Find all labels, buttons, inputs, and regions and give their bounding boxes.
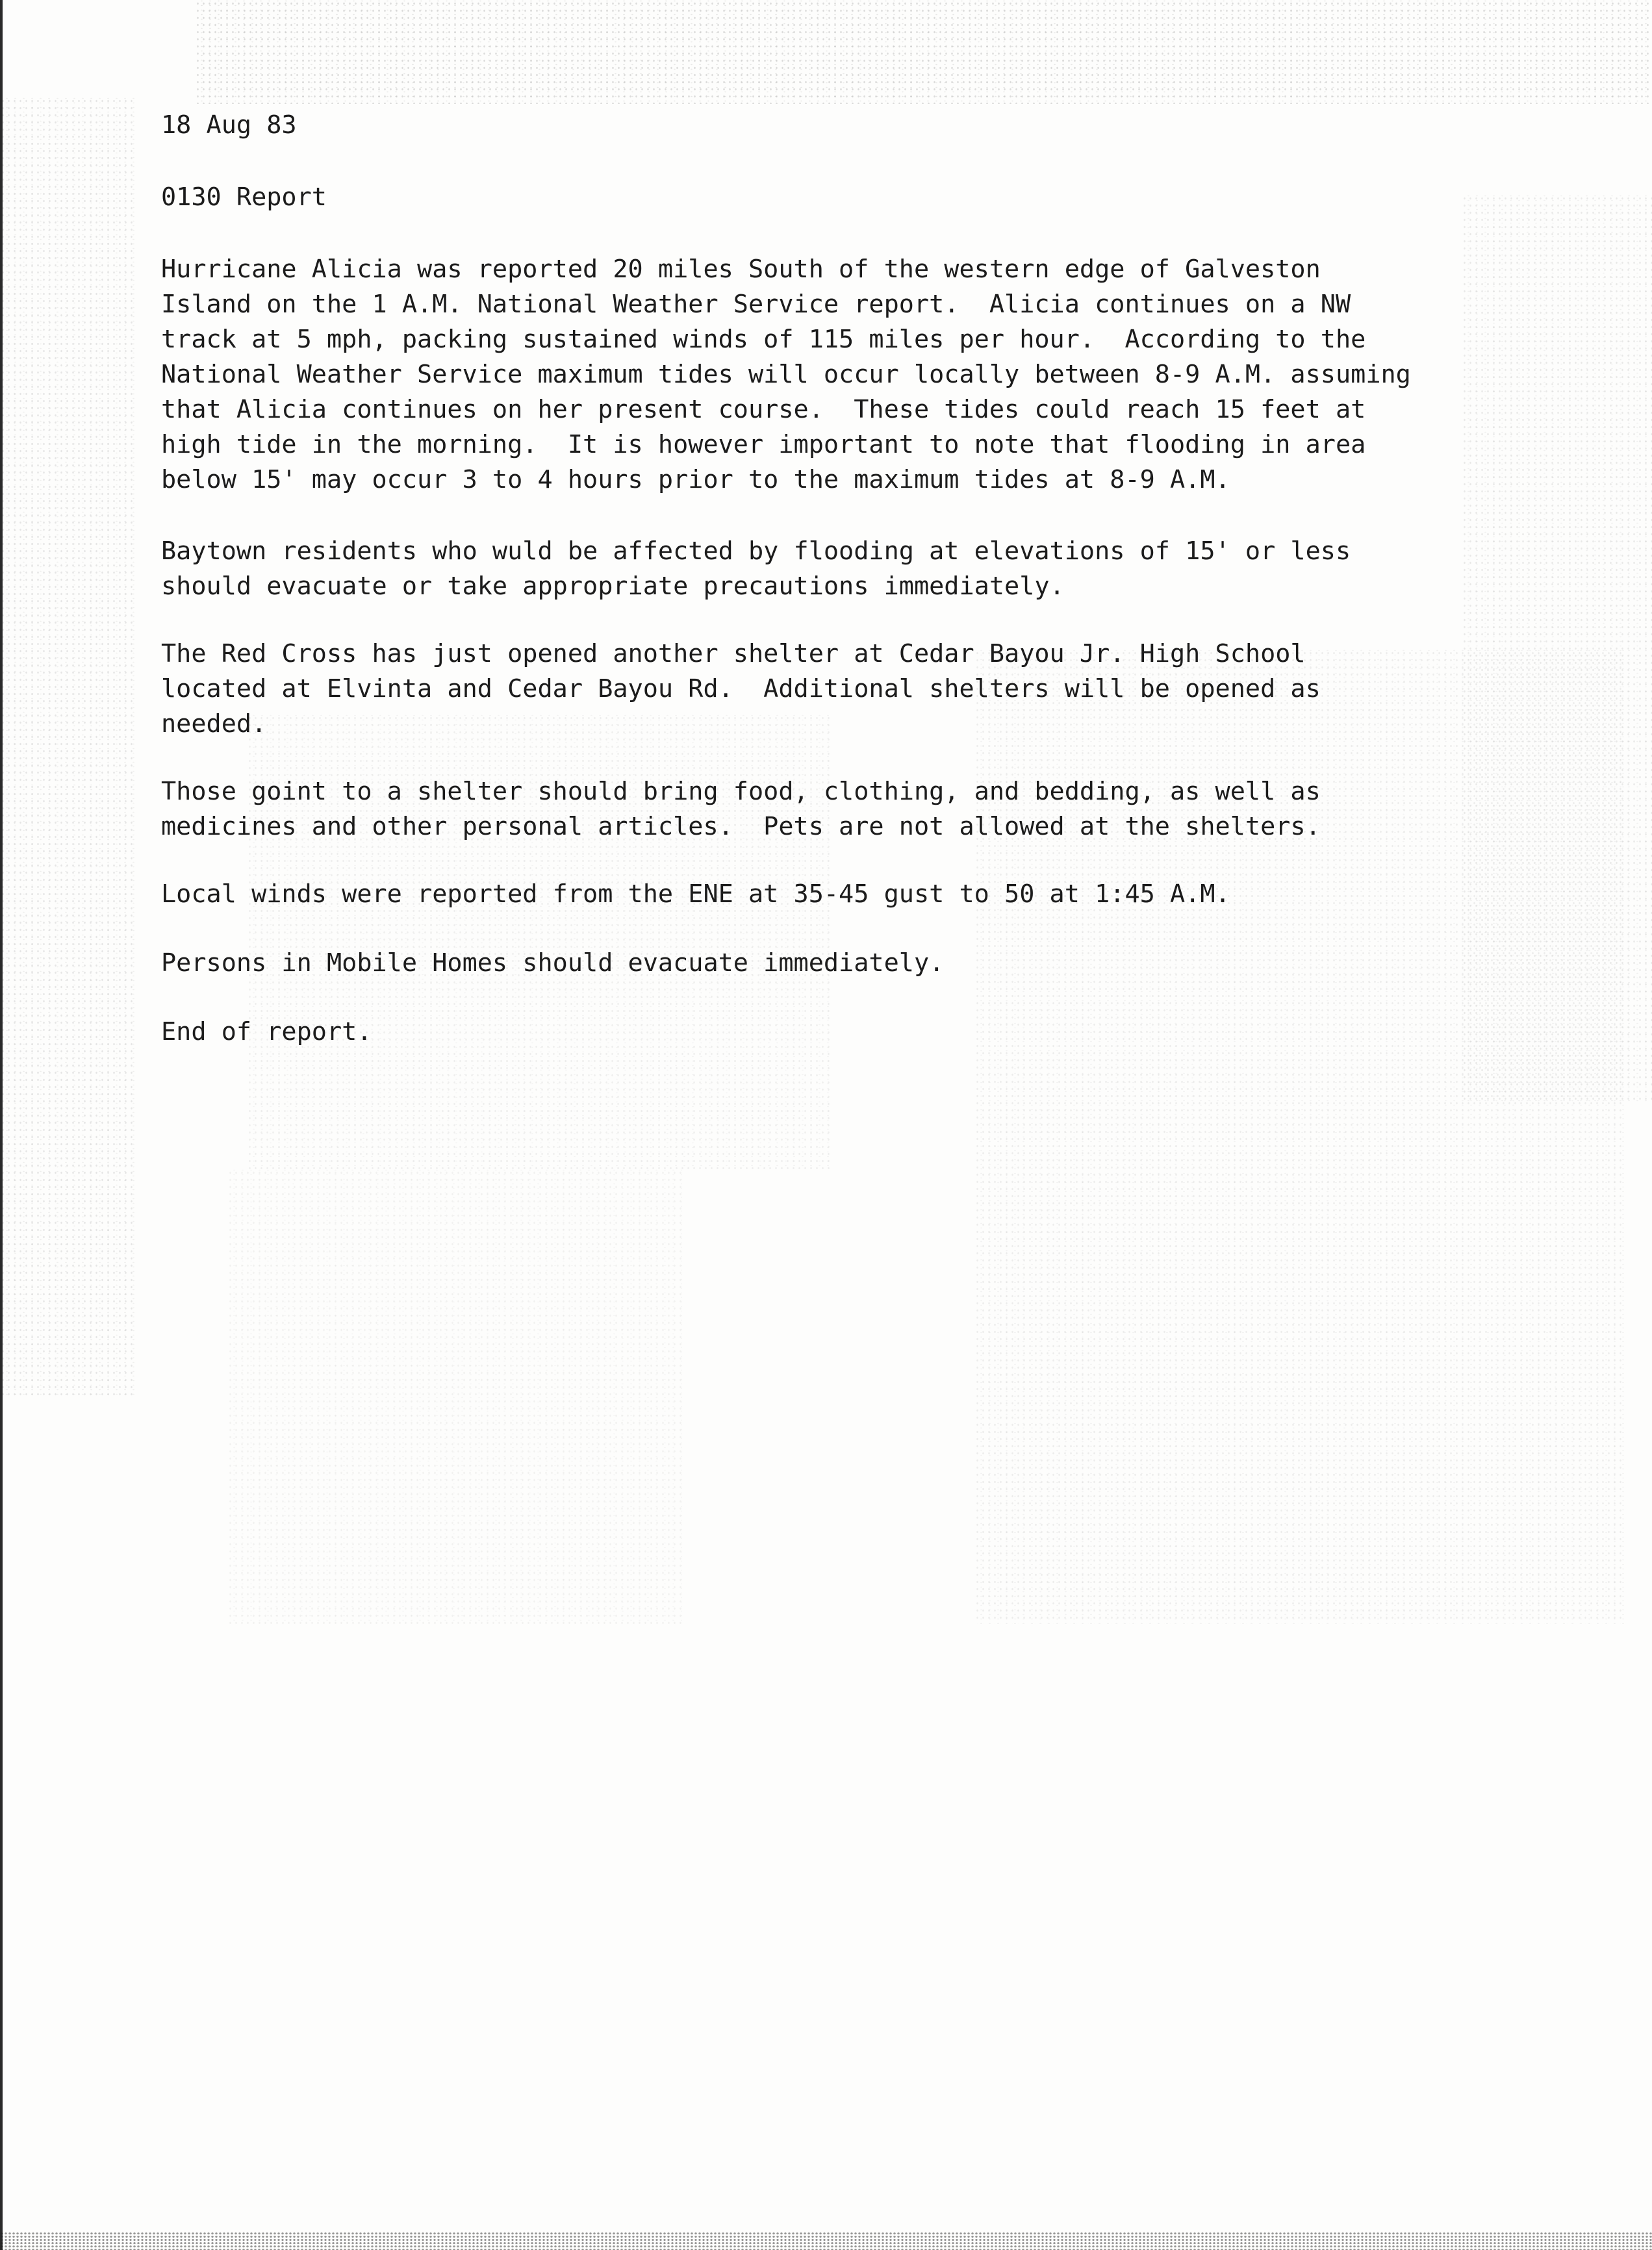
report-heading: 0130 Report [161, 183, 327, 212]
paragraph-line: National Weather Service maximum tides will occur locally between 8-9 A.M. assuming [161, 360, 1411, 389]
paragraph-line: Those goint to a shelter should bring food, clothing, and bedding, as well as [161, 777, 1321, 806]
paragraph-line: track at 5 mph, packing sustained winds of 115 miles per hour. According to the [161, 325, 1366, 354]
paragraph-line: Baytown residents who wuld be affected by flooding at elevations of 15' or less [161, 537, 1351, 566]
paragraph-line: The Red Cross has just opened another shelter at Cedar Bayou Jr. High School [161, 639, 1306, 668]
paragraph-line: that Alicia continues on her present course. These tides could reach 15 feet at [161, 395, 1366, 424]
scan-noise-top [195, 0, 1652, 104]
paragraph-local-winds [161, 877, 1230, 912]
paragraph-line: needed. [161, 709, 267, 739]
scan-left-edge [0, 0, 3, 2250]
scan-noise-right [1462, 195, 1652, 1104]
paragraph-line: Persons in Mobile Homes should evacuate immediately. [161, 948, 945, 978]
paragraph-line: medicines and other personal articles. Pets are not allowed at the shelters. [161, 812, 1321, 841]
paragraph-line: Island on the 1 A.M. National Weather Service report. Alicia continues on a NW [161, 290, 1351, 319]
paragraph-line: high tide in the morning. It is however important to note that flooding in area [161, 430, 1366, 459]
paragraph-shelter-supplies [161, 774, 1321, 844]
scan-bottom-edge [0, 2232, 1652, 2250]
paragraph-mobile-homes [161, 946, 944, 981]
paragraph-end-of-report [161, 1015, 372, 1050]
paragraph-red-cross-shelter [161, 637, 1321, 742]
paragraph-line: End of report. [161, 1017, 372, 1046]
paragraph-baytown-residents [161, 534, 1351, 604]
paragraph-hurricane-position [161, 252, 1411, 498]
paragraph-line: located at Elvinta and Cedar Bayou Rd. Additional shelters will be opened as [161, 674, 1321, 703]
paragraph-line: Hurricane Alicia was reported 20 miles South of the western edge of Galveston [161, 255, 1321, 284]
scan-noise-lower [227, 1169, 682, 1624]
paragraph-line: Local winds were reported from the ENE at 35-45 gust to 50 at 1:45 A.M. [161, 879, 1230, 909]
paragraph-line: below 15' may occur 3 to 4 hours prior to the maximum tides at 8-9 A.M. [161, 465, 1230, 494]
report-date: 18 Aug 83 [161, 110, 297, 140]
scan-noise-left [0, 97, 136, 1397]
paragraph-line: should evacuate or take appropriate precautions immediately. [161, 572, 1065, 601]
